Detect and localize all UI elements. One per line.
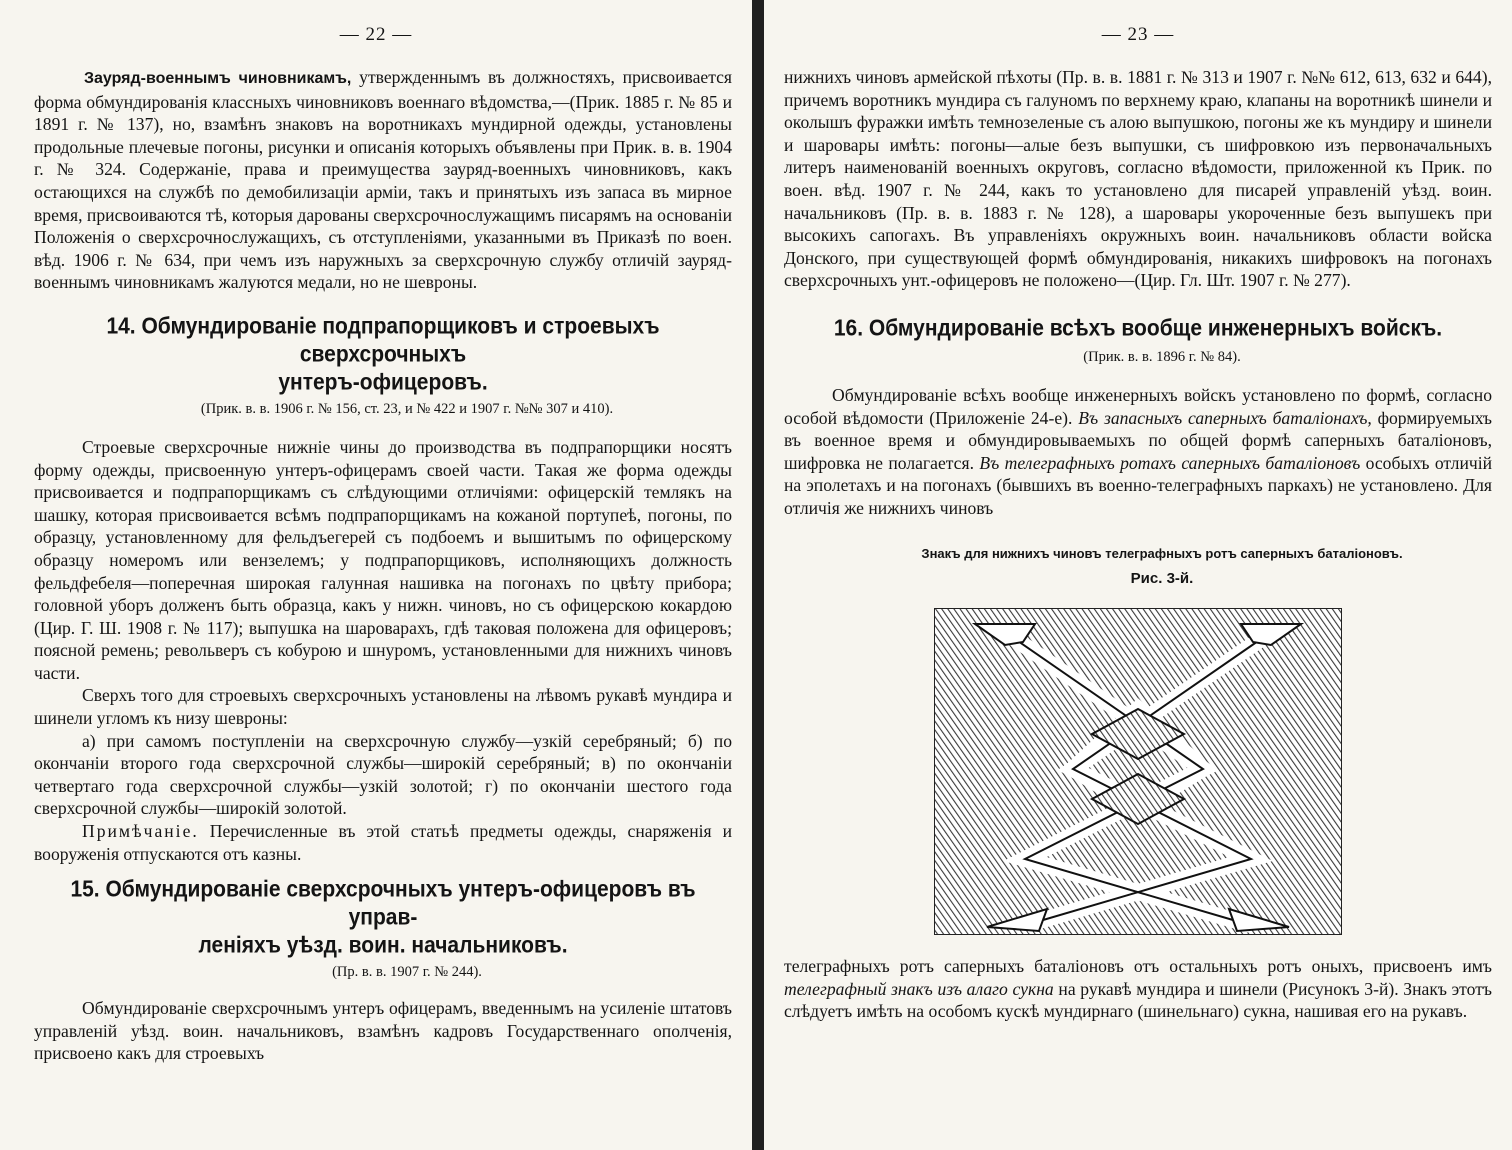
section-16-para1 [784,384,1492,520]
section-15-title-line2: леніяхъ уѣзд. воин. начальниковъ. [198,933,568,959]
intro-paragraph [34,66,732,294]
section-16-ref: (Прик. в. в. 1896 г. № 84). [1083,348,1241,365]
left-page [0,0,752,1150]
para1-part-e: особыхъ отличій на эполетахъ и на погонахъ (бывшихъ въ военно-телеграфныхъ паркахъ) не установлено. Для отличія же нижнихъ чиновъ [784,452,1493,518]
para2-part-b: телеграфный знакъ изъ алаго сукна [784,978,1054,999]
section-15-para1: Обмундированіе сверхсрочнымъ унтеръ офицерамъ, введеннымъ на усиленіе штатовъ управленій уѣзд. воин. начальниковъ, взамѣнъ кадровъ Государственнаго ополченія, присвоено какъ для строевыхъ [34,998,732,1064]
telegraph-insignia-icon [935,609,1341,934]
page-number-right: — 23 — [1101,24,1175,45]
figure-label: Рис. 3-й. [1130,569,1194,587]
book-gutter [752,0,764,1150]
para1-part-a: Обмундированіе всѣхъ вообще инженерныхъ войскъ установлено по формѣ, согласно особой вѣдомости (Приложеніе 24-е). [784,384,1492,428]
section-15-ref: (Пр. в. в. 1907 г. № 244). [332,964,482,981]
section-14-para1: Строевые сверхсрочные нижніе чины до производства въ подпрапорщики носятъ форму одежды, присвоенную унтеръ-офицерамъ своей части. Такая же форма одежды присвоивается и подпрапорщикамъ съ слѣдующими отличіями: офицерскій темлякъ на шашку, которая присвоивается всѣмъ подпрапорщикамъ на кожаной портупеѣ, погоны, по образцу, установленному для фельдъегерей съ подбоемъ и вышитымъ по офицерскому образцу номеромъ или вензелемъ; у подпрапорщиковъ, исполняющихъ должность фельдфебеля—поперечная широкая галунная нашивка на погонахъ по цвѣту прибора; головной уборъ долженъ быть образца, какъ у нижн. чиновъ, но съ офицерскою кокардою (Цир. Г. Ш. 1908 г. № 117); выпушка на шароварахъ, гдѣ таковая положена для офицеровъ; поясной ремень; револьверъ съ кобурою и шнуромъ, установленными для нижнихъ чиновъ части. [34,436,732,683]
section-15-title [34,876,732,960]
section-14-para2: Сверхъ того для строевыхъ сверхсрочныхъ установлены на лѣвомъ рукавѣ мундира и шинели угломъ къ низу шевроны: [34,685,732,729]
section-15-title-line1: 15. Обмундированіе сверхсрочныхъ унтеръ-офицеровъ въ управ- [70,877,696,931]
section-16-para2 [784,955,1492,1023]
figure-caption: Знакъ для нижнихъ чиновъ телеграфныхъ ротъ саперныхъ баталіоновъ. [921,545,1403,561]
note-text: Перечисленные въ этой статьѣ предметы одежды, снаряженія и вооруженія отпускаются отъ казны. [34,821,732,864]
right-column [784,66,1492,1023]
section-14-title [34,313,732,397]
section-16-title: 16. Обмундированіе всѣхъ вообще инженерныхъ войскъ. [833,315,1443,341]
para1-part-b: Въ запасныхъ саперныхъ баталіонахъ, [1078,407,1372,428]
intro-lead: Зауряд-военнымъ чиновникамъ, [84,70,352,87]
section-14-title-line2: унтеръ-офицеровъ. [278,370,488,395]
para2-part-c: на рукавѣ мундира и шинели (Рисунокъ 3-й). Знакъ этотъ слѣдуетъ имѣть на особомъ кускѣ мундирнаго (шинельнаго) сукна, нашивая его на рукавъ. [784,978,1492,1022]
para1-part-d: Въ телеграфныхъ ротахъ саперныхъ баталіоновъ [979,452,1361,473]
continuation-paragraph: нижнихъ чиновъ армейской пѣхоты (Пр. в. в. 1881 г. № 313 и 1907 г. №№ 612, 613, 632 и 644), причемъ воротникъ мундира съ галуномъ по верхнему краю, клапаны на воротникѣ шинели и околышъ фуражки имѣть темнозеленые съ алою выпушкою, погоны же къ мундиру и шинели и шаровары имѣть: погоны—алые безъ выпушки, съ шифровкою изъ первоначальныхъ литеръ наименованій военныхъ округовъ, согласно вѣдомости, приложенной къ Прик. по воен. вѣд. 1907 г. № 244, какъ то установлено для писарей управленій уѣзд. воин. начальниковъ (Пр. в. в. 1883 г. № 128), а шаровары укороченные безъ выпушекъ при высокихъ сапогахъ. Въ управленіяхъ окружныхъ воин. начальниковъ области войска Донского, при существующей формѣ обмундированія, никакихъ шифровокъ на погонахъ сверхсрочныхъ унт.-офицеровъ не положено—(Цир. Гл. Шт. 1907 г. № 277). [784,67,1492,291]
section-14-note [34,820,732,865]
page-number-left: — 22 — [339,24,413,45]
right-page [764,0,1512,1150]
para1-part-c: формируемыхъ въ военное время и обмундировываемыхъ по общей формѣ саперныхъ баталіоновъ, шифровка не полагается. [784,407,1492,473]
section-14-para3: а) при самомъ поступленіи на сверхсрочную службу—узкій серебряный; б) по окончаніи второго года сверхсрочной службы—широкій серебряный; в) по окончаніи четвертаго года сверхсрочной службы—узкій золотой; г) по окончаніи шестого года сверхсрочной службы—широкій золотой. [34,730,732,819]
note-label: Примѣчаніе. [82,821,199,842]
section-14-title-line1: 14. Обмундированіе подпрапорщиковъ и строевыхъ сверхсрочныхъ [106,313,660,367]
left-column [34,66,732,1065]
para2-part-a: телеграфныхъ ротъ саперныхъ баталіоновъ отъ остальныхъ ротъ оныхъ, присвоенъ имъ [784,956,1492,977]
telegraph-insignia-figure [934,608,1342,935]
section-14-ref: (Прик. в. в. 1906 г. № 156, ст. 23, и № 422 и 1907 г. №№ 307 и 410). [200,400,614,417]
intro-text: утвержденнымъ въ должностяхъ, присвоивается форма обмундированія классныхъ чиновниковъ военнаго вѣдомства,—(Прик. 1885 г. № 85 и 1891 г. № 137), но, взамѣнъ знаковъ на воротникахъ мундирной одежды, установлены продольные плечевые погоны, рисунки и описанія которыхъ объявлены при Прик. в. в. 1904 г. № 324. Содержаніе, права и преимущества зауряд-военныхъ чиновниковъ, какъ остающихся на службѣ по демобилизаціи арміи, такъ и принятыхъ изъ запаса въ мирное время, присвоиваются тѣ, которыя дарованы сверхсрочнослужащимъ писарямъ на основаніи Положенія о сверхсрочнослужащихъ, съ отступленіями, указанными въ Приказѣ по воен. вѣд. 1906 г. № 634, при чемъ изъ наружныхъ за сверхсрочную службу отличій зауряд-военнымъ чиновникамъ жалуются медали, но не шевроны. [34,67,732,293]
